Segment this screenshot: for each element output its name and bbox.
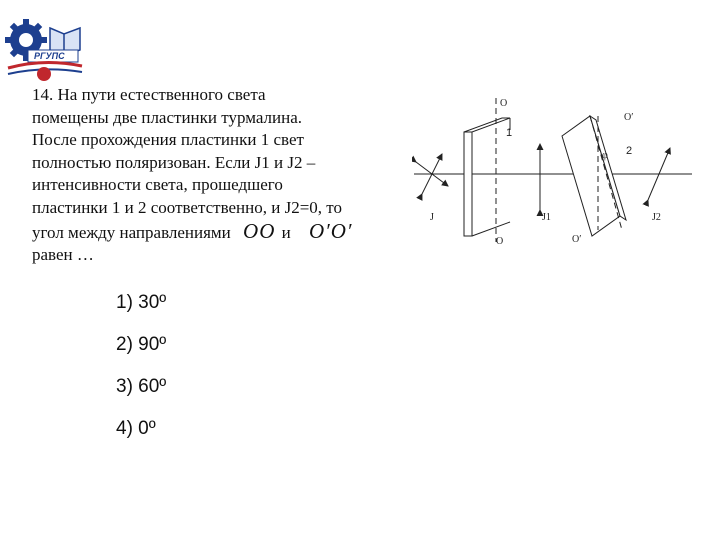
- question-text: [32, 84, 412, 267]
- question-line: интенсивности света, прошедшего: [32, 175, 283, 195]
- rgups-logo: [4, 6, 86, 82]
- logo-text: РГУПС: [34, 51, 65, 61]
- label-o-bottom: O: [496, 236, 504, 247]
- label-o-prime-bottom: O′: [572, 234, 582, 245]
- question-line: и: [281, 222, 291, 242]
- question-line: пластинки 1 и 2 соответственно, и J2=0, то: [32, 197, 343, 217]
- answer-list: [116, 288, 166, 456]
- question-line: 14. На пути естественного света: [32, 85, 266, 104]
- answer-option-1[interactable]: 1) 30º: [116, 292, 167, 313]
- label-plate-1: 1: [506, 127, 513, 139]
- axis-symbol-o-prime: O′O′: [308, 218, 353, 243]
- question-line-symbols: [32, 220, 412, 245]
- answer-option-4[interactable]: 4) 0º: [116, 418, 156, 439]
- question-line: полностью поляризован. Если J1 и J2 –: [32, 152, 316, 172]
- answer-option-2[interactable]: 2) 90º: [116, 334, 167, 355]
- label-j2: J2: [652, 212, 661, 223]
- plate-2: [562, 116, 626, 236]
- label-plate-2: 2: [626, 145, 633, 157]
- label-j-in: J: [430, 212, 434, 223]
- plate-1: [464, 118, 513, 236]
- label-o-prime-top: O′: [624, 112, 634, 123]
- question-line: угол между направлениями: [32, 222, 231, 242]
- answer-option-3[interactable]: 3) 60º: [116, 376, 167, 397]
- question-line: помещены две пластинки турмалина.: [32, 107, 303, 127]
- question-line: После прохождения пластинки 1 свет: [32, 130, 304, 150]
- label-angle-phi: φ: [602, 150, 608, 161]
- label-o-top: O: [500, 98, 508, 109]
- polarizer-diagram: [412, 90, 694, 260]
- axis-symbol-oo: OO: [243, 218, 276, 243]
- question-line: равен …: [32, 245, 94, 265]
- label-j1: J1: [542, 212, 551, 223]
